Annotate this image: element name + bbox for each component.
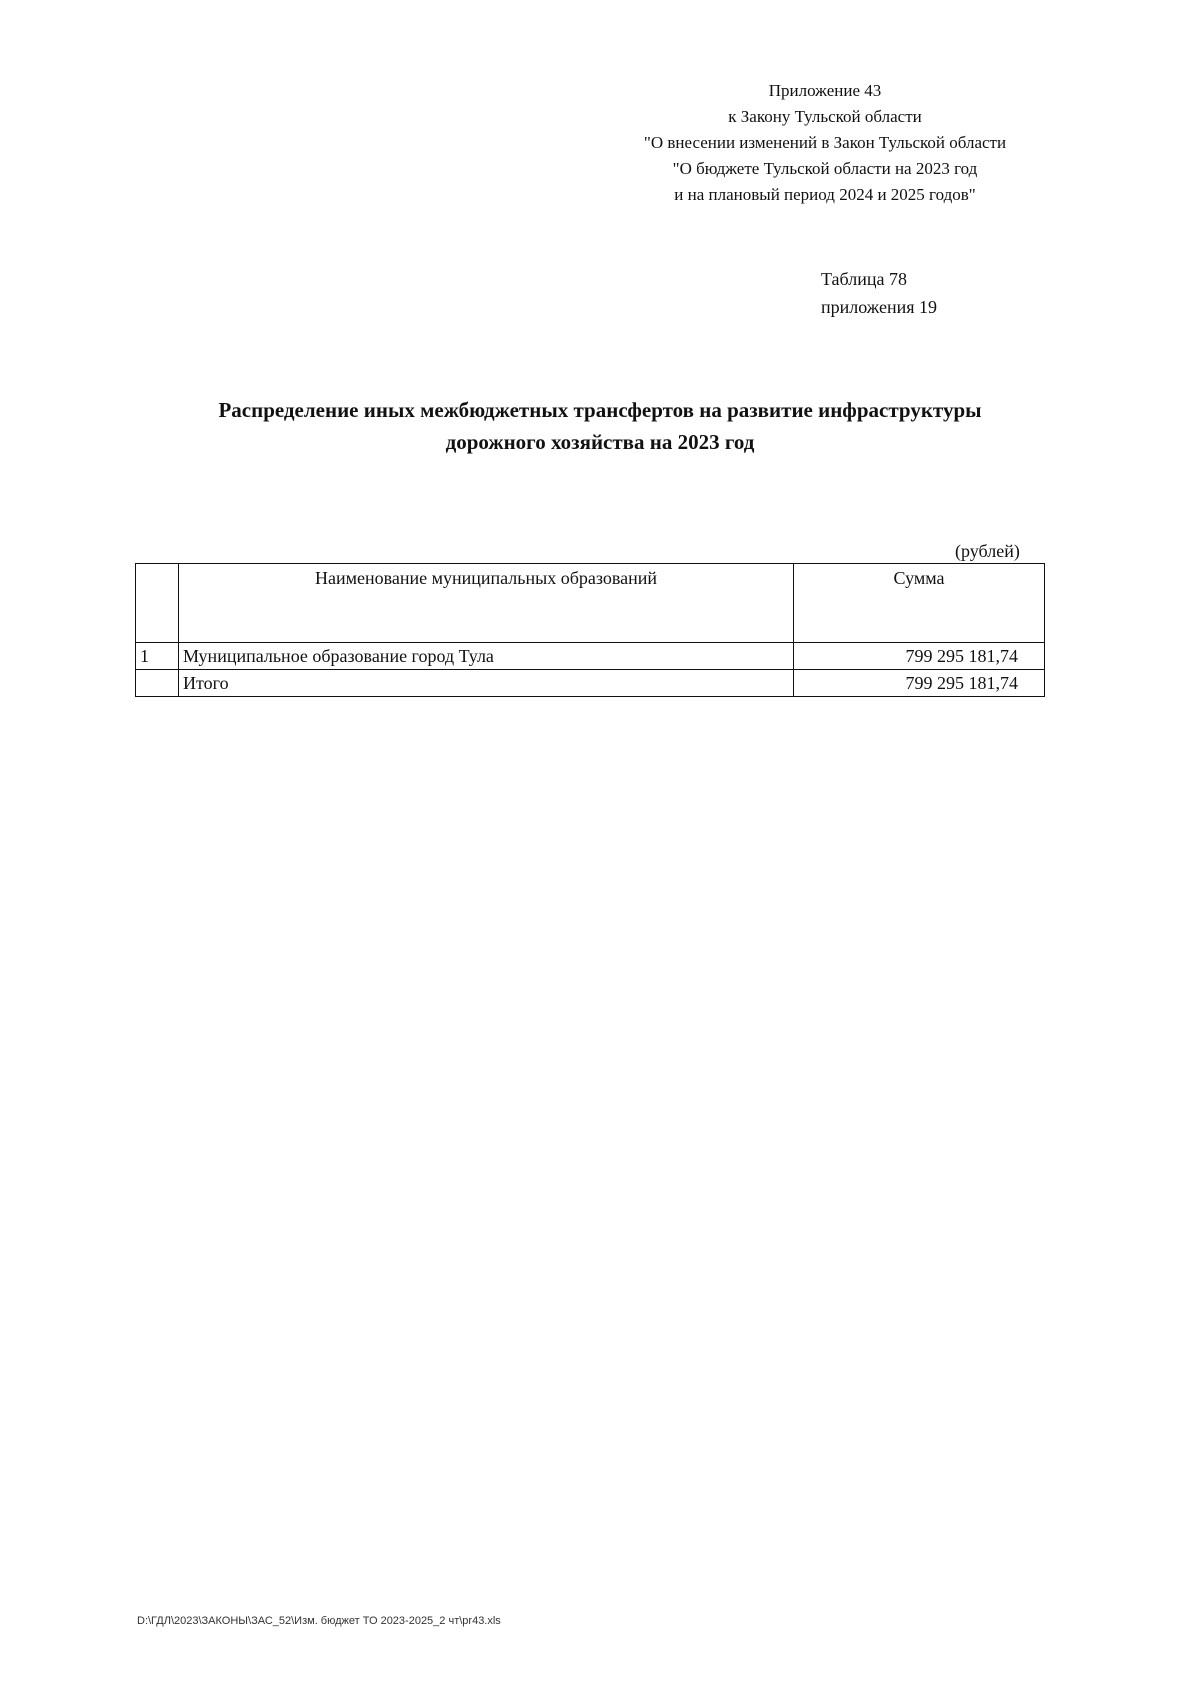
header-sum-cell: Сумма <box>794 564 1045 643</box>
header-num-cell <box>136 564 179 643</box>
table-row <box>136 643 1045 670</box>
table-ref-line-2: приложения 19 <box>821 297 938 317</box>
appendix-line-5: и на плановый период 2024 и 2025 годов" <box>674 185 976 204</box>
total-sum-cell: 799 295 181,74 <box>794 670 1045 697</box>
document-title <box>100 394 1100 458</box>
row-name-cell: Муниципальное образование город Тула <box>179 643 794 670</box>
appendix-line-1: Приложение 43 <box>768 81 882 100</box>
distribution-table <box>135 563 1045 697</box>
total-name-cell: Итого <box>179 670 794 697</box>
file-path-footer: D:\ГДЛ\2023\ЗАКОНЫ\ЗАС_52\Изм. бюджет ТО 2023-2025_2 чт\pr43.xls <box>137 1615 501 1627</box>
appendix-line-4: "О бюджете Тульской области на 2023 год <box>672 159 978 178</box>
title-line-1: Распределение иных межбюджетных трансфертов на развитие инфраструктуры <box>218 398 982 422</box>
appendix-header <box>620 78 1030 208</box>
total-num-cell <box>136 670 179 697</box>
appendix-line-3: "О внесении изменений в Закон Тульской области <box>643 133 1007 152</box>
table-total-row <box>136 670 1045 697</box>
table-reference <box>821 265 937 321</box>
header-name-cell: Наименование муниципальных образований <box>179 564 794 643</box>
title-line-2: дорожного хозяйства на 2023 год <box>445 430 755 454</box>
units-label: (рублей) <box>955 541 1020 561</box>
row-sum-cell: 799 295 181,74 <box>794 643 1045 670</box>
appendix-line-2: к Закону Тульской области <box>728 107 922 126</box>
table-ref-line-1: Таблица 78 <box>821 269 907 289</box>
table-header-row <box>136 564 1045 643</box>
row-num-cell: 1 <box>136 643 179 670</box>
